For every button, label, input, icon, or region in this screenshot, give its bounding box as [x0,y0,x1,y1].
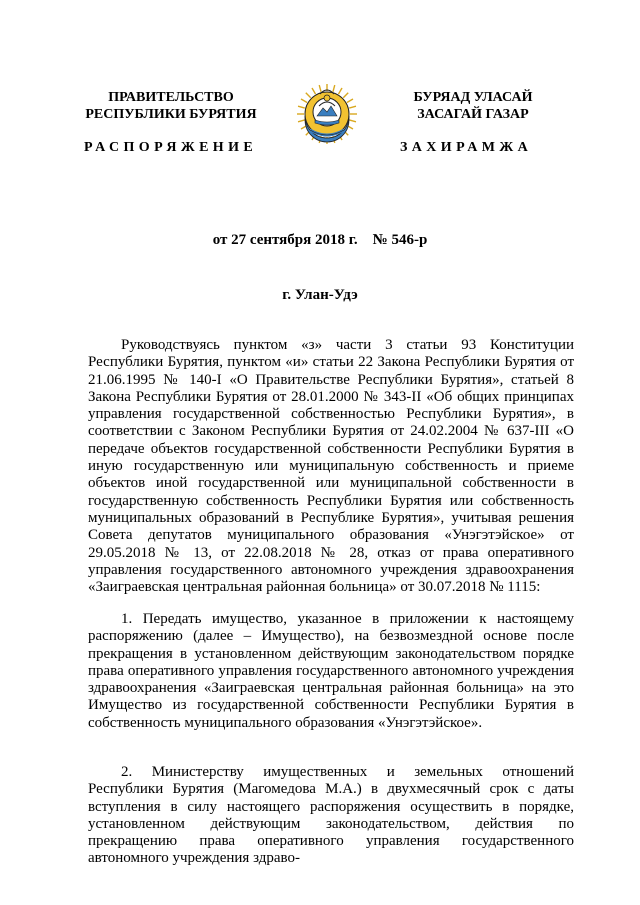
coat-of-arms-icon [290,76,364,150]
paragraph-item-2 [88,764,574,868]
paragraph-text: Руководствуясь пунктом «з» части 3 статьи 93 Конституции Республики Бурятия, пунктом «и» статьи 22 Закона Республики Бурятия от 21.06.1995 № 140-I «О Правительстве Республики Бурятия», статьей 8 Закона Республики Бурятия от 28.01.2000 № 343-II «Об общих принципах управления государственной собственностью Республики Бурятия», в соответствии с Законом Республики Бурятия от 24.02.2004 № 637-III «О передаче объектов государственной собственности Республики Бурятия в иную государственную или муниципальную собственность и приеме объектов иной государственной или муниципальной собственности в государственную собственность Республики Бурятия или собственность муниципальных образований в Республике Бурятия», учитывая решения Совета депутатов муниципального образования «Унэгэтэйское» от 29.05.2018 № 13, от 22.08.2018 № 28, отказ от права оперативного управления государственного автономного учреждения здравоохранения «Заиграевская центральная районная больница» от 30.07.2018 № 1115: [88,337,574,596]
issuer-line-1-buryat: БУРЯАД УЛАСАЙ [413,90,533,105]
paragraph-preamble [88,337,574,596]
issuer-name-buryat [392,89,554,123]
date-and-number: от 27 сентября 2018 г. № 546-р [212,232,428,248]
paragraph-text: 2. Министерству имущественных и земельных отношений Республики Бурятия (Магомедова М.А.) в двухмесячный срок с даты вступления в силу настоящего распоряжения осуществить в порядке, установленном действующим законодательством, действия по прекращению права оперативного управления государственного автономного учреждения здраво- [88,764,574,867]
issuer-line-1: ПРАВИТЕЛЬСТВО [108,90,234,105]
issuer-line-2: РЕСПУБЛИКИ БУРЯТИЯ [85,107,257,122]
issuer-line-2-buryat: ЗАСАГАЙ ГАЗАР [417,107,529,122]
place-of-issue: г. Улан-Удэ [282,287,358,303]
issuer-name-russian [80,89,262,123]
document-type-russian: РАСПОРЯЖЕНИЕ [84,140,258,155]
paragraph-text: 1. Передать имущество, указанное в приложении к настоящему распоряжению (далее – Имущество), на безвозмездной основе после прекращения в установленном действующим законодательством порядке права оперативного управления государственного автономного учреждения здравоохранения «Заиграевская центральная районная больница» на это Имущество из государственной собственности Республики Бурятия в собственность муниципального образования «Унэгэтэйское». [88,611,574,731]
document-type-buryat: ЗАХИРАМЖА [400,140,533,155]
paragraph-item-1 [88,611,574,732]
